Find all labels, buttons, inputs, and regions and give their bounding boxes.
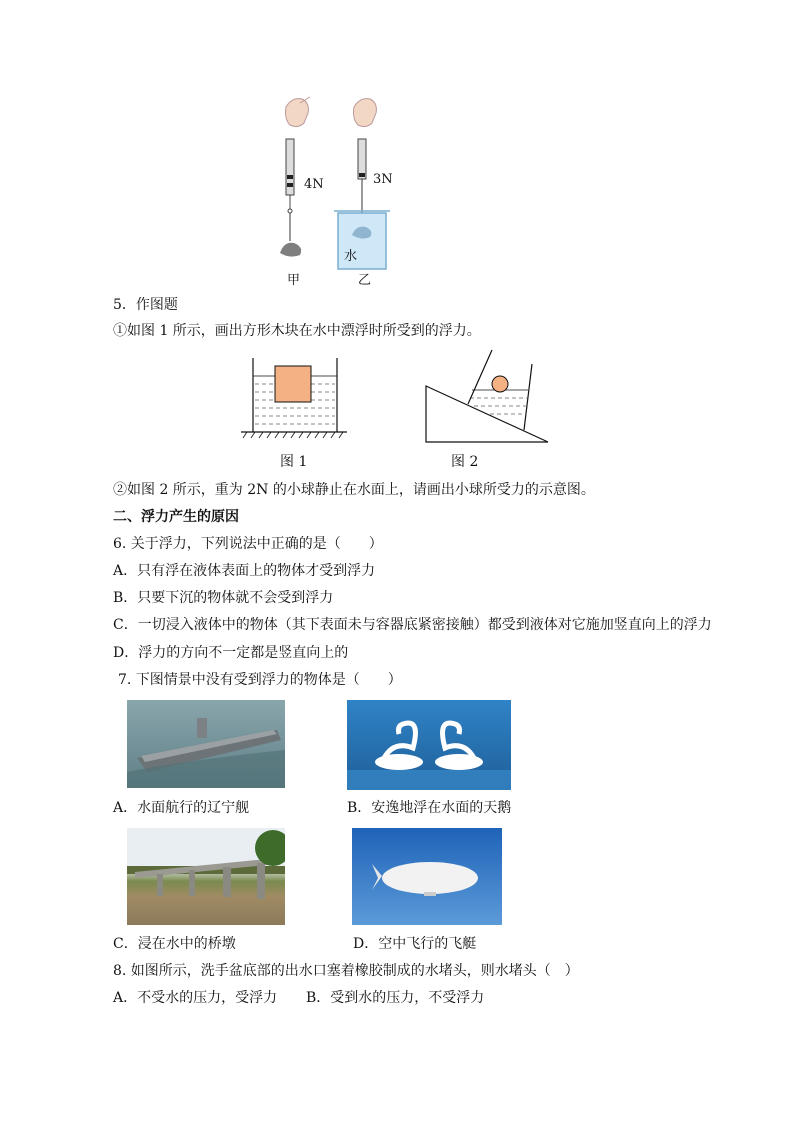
wood-block xyxy=(275,366,311,402)
photo-airship xyxy=(352,828,502,925)
photo-bridge-piers xyxy=(127,828,285,925)
q7-option-d: D．空中飞行的飞艇 xyxy=(353,936,477,952)
stone-jia xyxy=(280,243,301,257)
section-heading: 二、浮力产生的原因 xyxy=(113,509,239,525)
q5-part2: ②如图 2 所示，重为 2N 的小球静止在水面上，请画出小球所受力的示意图。 xyxy=(113,482,595,498)
ball xyxy=(492,376,508,392)
hand-icon xyxy=(286,97,311,127)
q8-stem: 8. 如图所示，洗手盆底部的出水口塞着橡胶制成的水堵头，则水堵头（ ） xyxy=(113,963,579,979)
q6-option-b: B．只要下沉的物体就不会受到浮力 xyxy=(113,590,334,606)
q6-option-c: C．一切浸入液体中的物体（其下表面未与容器底紧密接触）都受到液体对它施加竖直向上的浮力 xyxy=(113,617,712,633)
figure-2-ball-on-water xyxy=(424,346,554,446)
q7-stem: 7. 下图情景中没有受到浮力的物体是（ ） xyxy=(118,672,402,688)
q6-option-d: D．浮力的方向不一定都是竖直向上的 xyxy=(113,645,349,661)
photo-aircraft-carrier xyxy=(127,700,285,788)
spring-scale-diagram xyxy=(270,95,410,295)
figure-1-floating-block xyxy=(237,352,357,442)
reading-jia: 4N xyxy=(304,177,324,192)
q5-part1: ①如图 1 所示，画出方形木块在水中漂浮时所受到的浮力。 xyxy=(113,323,481,339)
label-yi: 乙 xyxy=(358,273,372,288)
figure-spring-scales xyxy=(270,95,410,295)
hand-icon xyxy=(354,99,377,127)
q5-title: 5．作图题 xyxy=(113,297,178,313)
water-label: 水 xyxy=(344,249,358,264)
q6-stem: 6. 关于浮力，下列说法中正确的是（ ） xyxy=(113,536,383,552)
q7-option-c: C．浸在水中的桥墩 xyxy=(113,936,236,952)
q8-option-b: B．受到水的压力，不受浮力 xyxy=(306,990,485,1006)
q7-option-b: B．安逸地浮在水面的天鹅 xyxy=(347,800,512,816)
q6-option-a: A．只有浮在液体表面上的物体才受到浮力 xyxy=(113,563,376,579)
label-jia: 甲 xyxy=(287,273,301,288)
q8-option-a: A．不受水的压力，受浮力 xyxy=(113,990,278,1006)
q7-option-a: A．水面航行的辽宁舰 xyxy=(113,800,250,816)
reading-yi: 3N xyxy=(373,172,393,187)
fig1-caption: 图 1 xyxy=(280,454,308,470)
fig2-caption: 图 2 xyxy=(451,454,479,470)
photo-swans xyxy=(347,700,511,790)
